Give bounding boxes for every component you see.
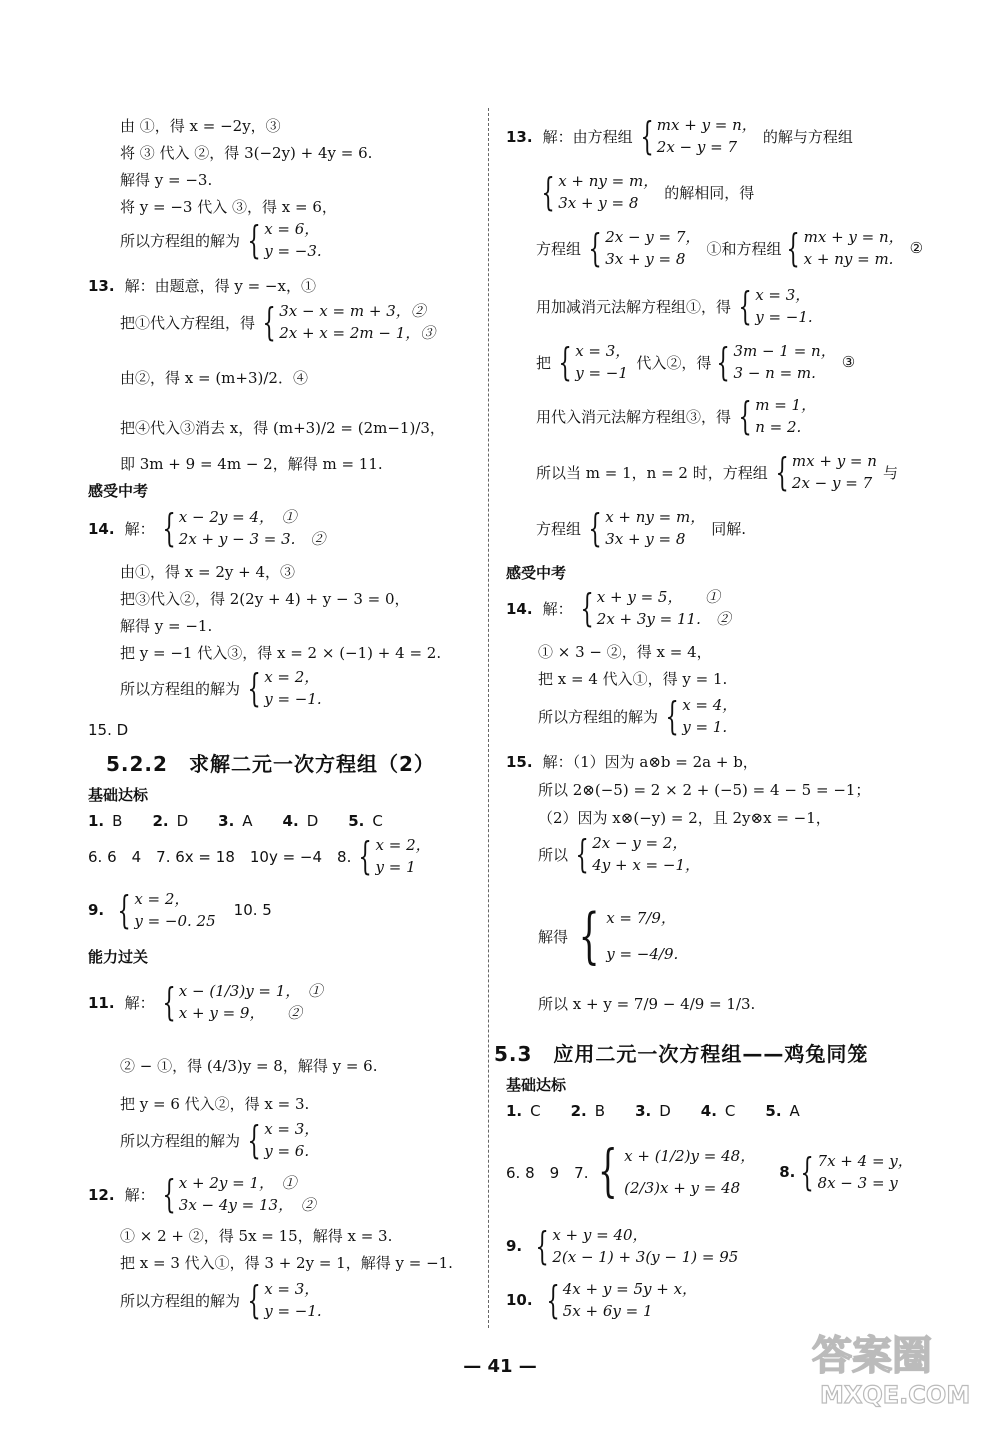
question-15: 15. D [88,721,129,739]
equation-system [536,450,898,494]
text-line: 代入②，得 [636,353,712,372]
system-row: y = −1 [575,364,628,382]
left-brace-icon: { [588,506,602,550]
system-row: x + y = 5， ① [596,588,720,606]
answer-number: 3. [218,812,235,830]
system-row: 2x + 3y = 11. ② [596,610,731,628]
system-prefix: 所以方程组的解为 [120,231,241,250]
text-line: 解： [124,993,155,1012]
answer-value: D [659,1102,671,1120]
system-row: mx + y = n， [803,228,904,246]
system-prefix: 把①代入方程组，得 [120,313,256,332]
text-line: 把 x = 3 代入①，得 3 + 2y = 1，解得 y = −1. [120,1254,453,1272]
system-prefix: 所以方程组的解为 [120,1131,241,1150]
system-prefix: 所以 [538,845,569,864]
equation-system [120,300,435,344]
text-line: ③ [841,353,856,371]
system-row: x = 3， [575,342,631,360]
text-line: 把④代入③消去 x，得 (m+3)/2 = (2m−1)/3， [120,419,445,437]
text-line: ② [909,239,924,257]
text-line: 由②，得 x = (m+3)/2．④ [120,369,308,387]
system-row: 3x + y = 8 [605,530,686,548]
answer-number: 2. [570,1102,587,1120]
watermark-glyphs: 答案圈 [812,1333,932,1379]
left-brace-icon: { [575,832,589,876]
answer-value: A [789,1102,800,1120]
equation-system [536,506,746,550]
system-row: x + ny = m， [558,172,659,190]
text-line: 把 y = 6 代入②，得 x = 3. [120,1095,310,1113]
system-row: 3 − n = m. [733,364,816,382]
equation-system [538,900,678,972]
answer-value: C [724,1102,736,1120]
system-row: (2/3)x + y = 48 [624,1179,741,1197]
system-row: mx + y = n， [656,116,757,134]
text-line: 由①，得 x = 2y + 4，③ [120,563,295,581]
text-line: ① × 2 + ②，得 5x = 15，解得 x = 3. [120,1227,393,1245]
system-prefix: 用代入消元法解方程组③，得 [536,407,732,426]
text-line: 解： [124,519,155,538]
text-line: 解：由方程组 [542,127,633,146]
text-line: 同解. [711,519,747,538]
answer-value: C [372,812,383,830]
question-number: 9. [88,901,105,919]
text-line: 6. 6 4 7. 6x = 18 10y = −4 8. [88,847,352,866]
system-row: 4x + y = 5y + x， [562,1280,698,1298]
text-line: ② − ①，得 (4/3)y = 8，解得 y = 6. [120,1057,378,1075]
text-line: 解得 y = −3. [120,171,213,189]
system-row: x = 3， [264,1280,320,1298]
answer-9-10 [88,888,272,932]
left-brace-icon: { [162,980,176,1024]
system-prefix: 方程组 [536,519,582,538]
system-row: 2x − y = 7 [656,138,738,156]
system-row: x = 7/9， [606,909,676,927]
equation-system [538,832,700,876]
section-heading: 基础达标 [88,786,149,804]
answer-value: D [306,812,319,830]
system-row: x = 3， [755,286,811,304]
section-title: 5.2.2 求解二元一次方程组（2） [106,752,435,776]
system-row: 8x − 3 = y [817,1174,898,1192]
text-line: 的解与方程组 [762,127,853,146]
system-row: x + y = 9， ② [178,1004,302,1022]
section-heading: 感受中考 [506,564,567,582]
system-prefix: 所以方程组的解为 [120,679,241,698]
question-number: 15. [506,753,533,771]
system-row: y = 1 [375,858,416,876]
system-row: y = 6. [264,1142,310,1160]
left-brace-icon: { [716,340,731,384]
question-12 [88,1172,316,1216]
question-number: 14. [506,599,533,618]
system-row: x = 2， [134,890,190,908]
system-row: x + ny = m. [803,250,894,268]
left-brace-icon: { [162,506,176,550]
left-brace-icon: { [598,1139,619,1204]
answer-6-8 [88,834,431,878]
question-number: 13. [88,277,115,295]
answer-value: A [242,812,253,830]
question-number: 12. [88,1185,115,1204]
text-line: 的解相同，得 [664,183,755,202]
left-brace-icon: { [358,834,373,878]
system-row: y = −4/9. [606,945,679,963]
system-row: n = 2. [755,418,802,436]
equation-system [120,1118,319,1162]
answer-10 [506,1278,697,1322]
system-row: x = 6， [264,220,320,238]
left-brace-icon: { [588,226,602,270]
text-line: 解：（1）因为 a⊗b = 2a + b， [542,753,758,771]
section-title: 5.3 应用二元一次方程组——鸡兔同笼 [494,1042,869,1066]
left-brace-icon: { [580,586,594,630]
system-row: 2x + x = 2m − 1，③ [279,324,436,342]
system-row: 2x − y = 7， [605,228,701,246]
text-line: ① × 3 − ②，得 x = 4， [538,643,712,661]
system-row: x = 2， [375,836,431,854]
left-brace-icon: { [546,1278,560,1322]
left-brace-icon: { [262,300,276,344]
text-line: 所以 x + y = 7/9 − 4/9 = 1/3. [538,995,756,1013]
section-heading: 基础达标 [506,1076,567,1094]
text-line: 由 ①，得 x = −2y，③ [120,117,281,135]
system-row: x = 4， [682,696,738,714]
system-row: 2x − y = 2， [592,834,688,852]
system-row: y = −1. [264,1302,322,1320]
question-number: 13. [506,127,533,146]
system-row: 7x + 4 = y， [817,1152,913,1170]
system-prefix: 把 [536,353,552,372]
left-brace-icon: { [535,1224,549,1268]
equation-system [536,284,813,328]
watermark-text: MXQE.COM [820,1381,971,1409]
question-number: 8. [779,1163,796,1181]
system-row: x + (1/2)y = 48， [624,1147,756,1165]
question-14 [88,506,325,550]
question-number: 10. [506,1291,533,1309]
text-line: （2）因为 x⊗(−y) = 2，且 2y⊗x = −1， [538,809,831,827]
left-brace-icon: { [247,1278,261,1322]
system-row: y = −3. [264,242,322,260]
answer-number: 5. [765,1102,782,1120]
text-line: 把③代入②，得 2(2y + 4) + y − 3 = 0， [120,590,410,608]
left-brace-icon: { [247,666,261,710]
question-13 [506,114,853,158]
left-brace-icon: { [247,1118,261,1162]
answer-value: B [594,1102,606,1120]
left-brace-icon: { [541,170,555,214]
text-line: 把 x = 4 代入①，得 y = 1. [538,670,728,688]
answer-number: 5. [348,812,365,830]
answer-number: 4. [700,1102,717,1120]
system-row: m = 1， [755,396,817,414]
left-brace-icon: { [738,284,752,328]
answer-value: C [530,1102,541,1120]
equation-system [536,394,816,438]
text-line: 6. 8 9 7. [506,1163,589,1182]
answer-row [506,1102,830,1120]
system-row: 2x + y − 3 = 3. ② [178,530,326,548]
column-divider [488,108,489,1328]
system-row: 3x − x = m + 3，② [279,302,426,320]
text-line: 将 y = −3 代入 ③，得 x = 6， [120,198,337,216]
section-heading: 能力过关 [88,948,149,966]
system-row: x + 2y = 1， ① [178,1174,297,1192]
system-prefix: 所以当 m = 1，n = 2 时，方程组 [536,463,768,482]
system-row: 3x − 4y = 13， ② [178,1196,316,1214]
system-prefix: 所以方程组的解为 [538,707,659,726]
text-line: 10. 5 [233,901,272,919]
text-line: 解： [124,1185,155,1204]
question-number: 11. [88,993,115,1012]
section-heading: 感受中考 [88,482,149,500]
left-brace-icon: { [558,340,572,384]
question-number: 14. [88,519,115,538]
answer-number: 3. [635,1102,652,1120]
equation-system [536,340,855,384]
equation-system [536,226,923,270]
watermark-logo [802,1321,982,1411]
system-row: x = 2， [264,668,320,686]
equation-system [120,218,322,262]
system-row: y = −1. [755,308,813,326]
question-15 [506,752,758,772]
question-number: 9. [506,1237,523,1255]
text-line: 解：由题意，得 y = −x，① [124,277,316,295]
system-row: 5x + 6y = 1 [562,1302,653,1320]
equation-system [536,170,754,214]
text-line: 解： [542,599,573,618]
system-row: y = 1. [682,718,728,736]
system-prefix: 所以方程组的解为 [120,1291,241,1310]
system-row: x − (1/3)y = 1， ① [178,982,323,1000]
system-row: 3x + y = 8 [605,250,686,268]
system-row: y = −0. 25 [134,912,216,930]
answer-value: D [176,812,189,830]
system-prefix: 方程组 [536,239,582,258]
left-brace-icon: { [162,1172,176,1216]
system-row: 4y + x = −1， [592,856,701,874]
system-row: x + ny = m， [605,508,706,526]
system-row: mx + y = n [791,452,877,470]
left-brace-icon: { [578,901,600,971]
text-line: 将 ③ 代入 ②，得 3(−2y) + 4y = 6. [120,144,373,162]
question-14 [506,586,731,630]
text-line: 解得 y = −1. [120,617,213,635]
system-row: 2(x − 1) + 3(y − 1) = 95 [552,1248,739,1266]
text-line: 所以 2⊗(−5) = 2 × 2 + (−5) = 4 − 5 = −1； [538,781,871,799]
question-11 [88,980,323,1024]
system-prefix: 解得 [538,927,569,946]
text-line: 把 y = −1 代入③，得 x = 2 × (−1) + 4 = 2. [120,644,442,662]
system-prefix: 用加减消元法解方程组①，得 [536,297,732,316]
equation-system [120,1278,322,1322]
answer-6-8 [506,1140,913,1204]
left-brace-icon: { [247,218,261,262]
answer-value: B [112,812,123,830]
answer-number: 4. [282,812,299,830]
system-row: y = −1. [264,690,322,708]
system-row: x + y = 40， [552,1226,648,1244]
answer-number: 1. [88,812,105,830]
system-row: 2x − y = 7 [791,474,873,492]
system-row: 3m − 1 = n， [733,342,836,360]
left-brace-icon: { [665,694,679,738]
question-13 [88,276,316,296]
left-brace-icon: { [117,888,131,932]
page-number: — 41 — [463,1356,537,1377]
left-brace-icon: { [800,1150,815,1194]
answer-number: 1. [506,1102,523,1120]
equation-system [538,694,737,738]
text-line: ①和方程组 [706,239,782,258]
left-brace-icon: { [640,114,654,158]
answer-number: 2. [152,812,169,830]
text-line: 即 3m + 9 = 4m − 2，解得 m = 11. [120,455,383,473]
system-row: x = 3， [264,1120,320,1138]
answer-9 [506,1224,738,1268]
system-row: x − 2y = 4， ① [178,508,297,526]
left-brace-icon: { [786,226,801,270]
equation-system [120,666,322,710]
left-brace-icon: { [738,394,752,438]
system-row: 3x + y = 8 [558,194,639,212]
text-line: 与 [882,463,898,482]
left-brace-icon: { [775,450,789,494]
answer-row [88,812,413,830]
